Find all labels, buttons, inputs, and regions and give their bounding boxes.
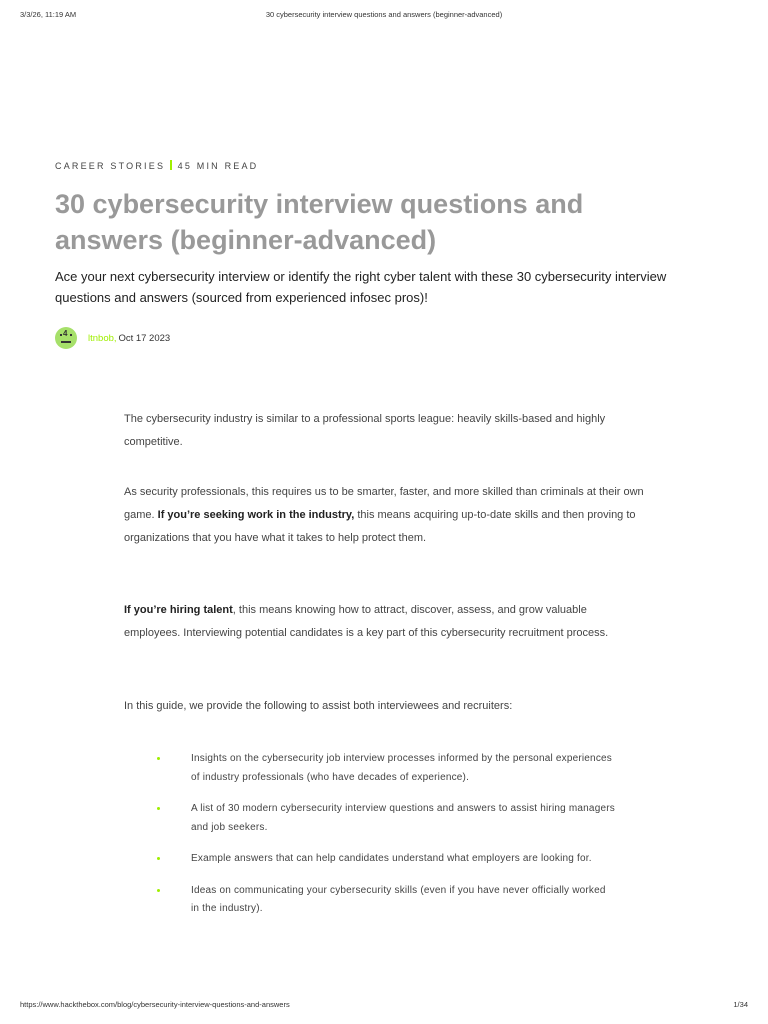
paragraph-guide-intro (124, 695, 644, 718)
list-item-text: Example answers that can help candidates understand what employers are looking for. (191, 853, 592, 864)
author-link[interactable]: ltnbob, (88, 332, 117, 344)
paragraph-intro (124, 408, 644, 454)
avatar-eye-left (60, 334, 62, 336)
avatar-eye-right (70, 334, 72, 336)
article-meta (55, 160, 258, 171)
paragraph-job-seekers-text-1: As security professionals, this requires us to be smarter, faster, and more skilled than criminals at their own game. (124, 486, 644, 521)
avatar[interactable] (55, 327, 77, 349)
meta-separator (170, 160, 172, 170)
paragraph-job-seekers (124, 481, 644, 550)
list-item (155, 850, 615, 869)
print-datetime: 3/3/26, 11:19 AM (20, 10, 77, 19)
list-item-text: Ideas on communicating your cybersecurity skills (even if you have never officially worked in the industry). (191, 884, 606, 914)
paragraph-intro-text: The cybersecurity industry is similar to a professional sports league: heavily skills-based and highly competitive. (124, 413, 606, 448)
paragraph-guide-intro-text: In this guide, we provide the following to assist both interviewees and recruiters: (124, 700, 513, 712)
bullet-dot-icon (157, 807, 160, 810)
print-url: https://www.hackthebox.com/blog/cybersecurity-interview-questions-and-answers (20, 1000, 290, 1009)
page-title: 30 cybersecurity interview questions and answers (beginner-advanced) (55, 189, 584, 255)
bullet-dot-icon (157, 857, 160, 860)
print-page-number: 1/34 (733, 1000, 748, 1009)
post-date (117, 333, 171, 344)
print-doc-title: 30 cybersecurity interview questions and answers (beginner-advanced) (265, 10, 503, 19)
author-row (55, 327, 170, 349)
avatar-mouth (61, 341, 71, 343)
post-date-value: Oct 17 2023 (118, 332, 171, 344)
paragraph-job-seekers-bold: If you’re seeking work in the industry, (157, 509, 355, 521)
list-item (155, 882, 615, 919)
list-item-text: A list of 30 modern cybersecurity interview questions and answers to assist hiring managers and job seekers. (191, 803, 615, 833)
list-item-text: Insights on the cybersecurity job interview processes informed by the personal experiences of industry professionals (who have decades of experience). (191, 753, 612, 783)
avatar-number: 4 (63, 329, 68, 338)
article-subtitle: Ace your next cybersecurity interview or identify the right cyber talent with these 30 cybersecurity interview questions and answers (sourced from experienced infosec pros)! (55, 269, 667, 305)
bullet-dot-icon (157, 889, 160, 892)
paragraph-job-seekers-text-2: this means acquiring up-to-date skills and then proving to organizations that you have what it takes to help protect them. (124, 509, 636, 544)
list-item (155, 800, 615, 837)
category-link[interactable]: CAREER STORIES (55, 161, 166, 171)
print-header (0, 10, 768, 22)
bullet-dot-icon (157, 757, 160, 760)
paragraph-hiring-bold: If you’re hiring talent (124, 604, 233, 616)
paragraph-hiring (124, 599, 644, 645)
list-item (155, 750, 615, 787)
paragraph-hiring-text: , this means knowing how to attract, discover, assess, and grow valuable employees. Interviewing potential candidates is a key part of this cybersecurity recruitment process. (124, 604, 609, 639)
guide-bullet-list (155, 750, 615, 932)
read-time: 45 MIN READ (177, 161, 259, 171)
